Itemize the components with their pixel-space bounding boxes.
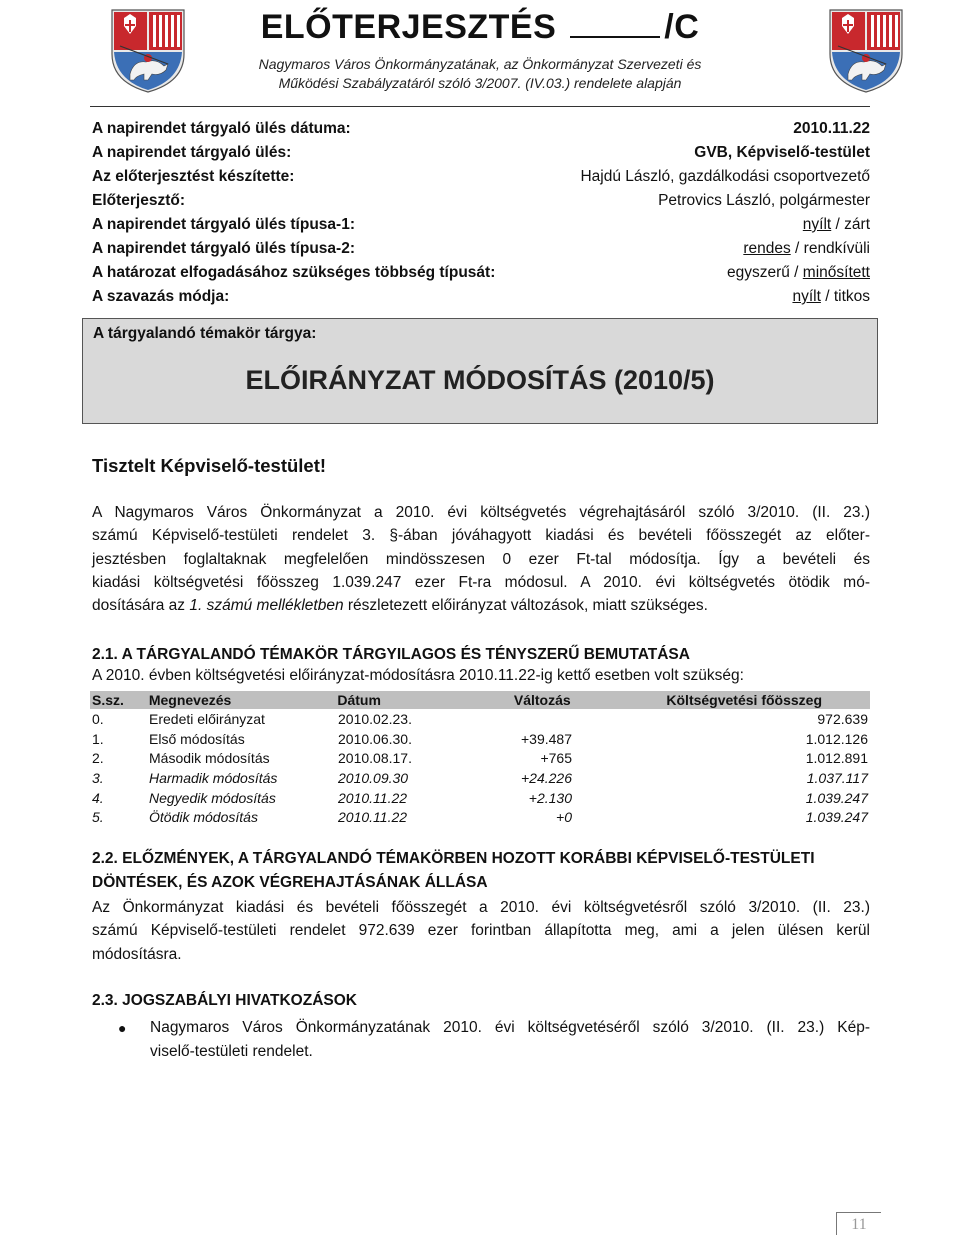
- paragraph-line: számú Képviselő-testületi rendelet 972.639 ezer forintban állapította meg, ami a jelen ülésen kerül: [92, 922, 870, 940]
- meta-option: zárt: [844, 216, 870, 233]
- meta-row-session: [92, 144, 870, 166]
- header-divider: [90, 106, 870, 107]
- table-cell: Ötödik módosítás: [149, 809, 258, 826]
- table-cell: 2010.06.30.: [338, 730, 412, 747]
- table-cell: +24.226: [521, 769, 572, 786]
- table-row: [90, 788, 870, 808]
- greeting: Tisztelt Képviselő-testület!: [92, 455, 327, 476]
- meta-label: A határozat elfogadásához szükséges többség típusát:: [92, 264, 496, 281]
- coat-of-arms-icon: [108, 6, 188, 94]
- table-cell: Harmadik módosítás: [149, 769, 278, 786]
- table-cell: 2010.09.30: [338, 769, 409, 786]
- modification-table: [90, 691, 870, 827]
- title-number-blank: [570, 10, 660, 38]
- meta-option-separator: /: [789, 264, 803, 281]
- topic-box: [82, 318, 878, 424]
- table-cell: 1.012.126: [805, 730, 868, 747]
- table-cell: 2.: [92, 750, 104, 767]
- crest-right: [826, 6, 906, 94]
- meta-option: rendkívüli: [803, 240, 870, 257]
- meta-value: Hajdú László, gazdálkodási csoportvezető: [580, 168, 870, 185]
- document-title: [200, 8, 760, 47]
- meta-options: [792, 288, 870, 306]
- page-number: 11: [836, 1212, 881, 1235]
- meta-value: 2010.11.22: [793, 120, 870, 137]
- meta-option-separator: /: [820, 288, 834, 305]
- list-item: [150, 1016, 870, 1064]
- meta-label: A napirendet tárgyaló ülés típusa-2:: [92, 240, 355, 257]
- meta-option-selected: rendes: [743, 240, 791, 257]
- table-cell: 2010.02.23.: [338, 710, 412, 727]
- table-cell: 2010.11.22: [338, 789, 408, 806]
- meta-option-selected: nyílt: [792, 288, 821, 305]
- text-run: részletezett előirányzat változások, miatt szükséges.: [343, 597, 708, 615]
- table-cell: 1.037.117: [806, 769, 868, 786]
- table-cell: 0.: [92, 710, 104, 727]
- column-header: Változás: [513, 692, 571, 708]
- intro-paragraph: [92, 501, 870, 617]
- table-cell: 1.039.247: [805, 789, 868, 806]
- meta-label: Előterjesztő:: [92, 192, 186, 209]
- topic-label: A tárgyalandó témakör tárgya:: [93, 325, 317, 342]
- paragraph-line: számú Képviselő-testületi rendelet 3. §-ában jóváhagyott kiadási és bevételi főösszegét az előter-: [92, 527, 870, 545]
- table-cell: Első módosítás: [149, 730, 245, 747]
- table-cell: +2.130: [528, 789, 572, 806]
- meta-value: GVB, Képviselő-testület: [694, 144, 870, 161]
- title-suffix: /C: [664, 8, 700, 46]
- meta-label: A napirendet tárgyaló ülés:: [92, 144, 292, 161]
- table-cell: +39.487: [521, 730, 572, 747]
- column-header: S.sz.: [92, 692, 124, 708]
- meta-row-type-2: [92, 240, 870, 262]
- paragraph-line: kiadási költségvetési főösszeg 1.039.247 ezer Ft-ra módosul. A 2010. évi költségvetés ötödik mó-: [92, 573, 870, 591]
- section-2-1-text: A 2010. évben költségvetési előirányzat-módosításra 2010.11.22-ig kettő esetben volt szükség:: [92, 667, 744, 684]
- meta-option: titkos: [833, 288, 870, 305]
- meta-row-voting: [92, 288, 870, 310]
- meta-label: Az előterjesztést készítette:: [92, 168, 295, 185]
- meta-option-selected: nyílt: [802, 216, 832, 233]
- table-cell: 1.012.891: [805, 750, 868, 767]
- table-cell: 3.: [92, 769, 104, 786]
- paragraph-line: Az Önkormányzat kiadási és bevételi főösszegét a 2010. évi költségvetésről szóló 3/2010. (II. 23.): [92, 899, 870, 916]
- header-subtitle-2: Működési Szabályzatáról szóló 3/2007. (IV.03.) rendelete alapján: [278, 75, 682, 91]
- table-cell: 5.: [92, 809, 104, 826]
- meta-options: [803, 216, 870, 234]
- table-cell: 2010.08.17.: [338, 750, 412, 767]
- column-header: Megnevezés: [148, 692, 232, 708]
- table-cell: Második módosítás: [149, 750, 270, 767]
- meta-value: Petrovics László, polgármester: [658, 192, 870, 209]
- meta-row-type-1: [92, 216, 870, 238]
- text-run: dosítására az: [92, 597, 190, 615]
- table-cell: 4.: [92, 789, 104, 806]
- section-2-1-heading: 2.1. A TÁRGYALANDÓ TÉMAKÖR TÁRGYILAGOS ÉS TÉNYSZERŰ BEMUTATÁSA: [92, 646, 690, 663]
- column-header: Dátum: [337, 692, 381, 708]
- table-row: [90, 768, 870, 788]
- topic-title: ELŐIRÁNYZAT MÓDOSÍTÁS (2010/5): [245, 365, 715, 395]
- meta-row-date: [92, 120, 870, 142]
- section-2-2-paragraph: [92, 896, 870, 966]
- paragraph-line: jesztésben foglaltaknak megfelelően mindösszesen 0 ezer Ft-tal módosítja. Így a bevételi és: [92, 550, 870, 568]
- table-row: [90, 709, 870, 729]
- table-cell: Eredeti előirányzat: [149, 710, 265, 727]
- table-cell: 2010.11.22: [338, 809, 408, 826]
- table-cell: Negyedik módosítás: [149, 789, 276, 806]
- meta-row-presenter: [92, 192, 870, 214]
- section-2-3-heading: 2.3. JOGSZABÁLYI HIVATKOZÁSOK: [92, 992, 357, 1009]
- paragraph-line: A Nagymaros Város Önkormányzat a 2010. évi költségvetés végrehajtásáról szóló 3/2010. (II. 23.): [92, 504, 870, 521]
- table-cell: +0: [556, 809, 572, 826]
- meta-option: egyszerű: [726, 264, 790, 281]
- meta-option-separator: /: [831, 216, 845, 233]
- list-item-line: Nagymaros Város Önkormányzatának 2010. évi költségvetéséről szóló 3/2010. (II. 23.) Kép-: [150, 1019, 870, 1036]
- heading-line: 2.2. ELŐZMÉNYEK, A TÁRGYALANDÓ TÉMAKÖRBEN HOZOTT KORÁBBI KÉPVISELŐ-TESTÜLETI: [92, 850, 815, 867]
- meta-label: A napirendet tárgyaló ülés dátuma:: [92, 120, 351, 137]
- title-prefix: ELŐTERJESZTÉS: [260, 8, 557, 46]
- table-cell: 972.639: [817, 710, 868, 727]
- paragraph-line: módosításra.: [92, 945, 182, 963]
- meta-options: [743, 240, 870, 258]
- meta-option-separator: /: [790, 240, 804, 257]
- table-cell: +765: [540, 750, 572, 767]
- table-header-row: [90, 691, 870, 709]
- table-row: [90, 748, 870, 768]
- meta-options: [727, 264, 870, 282]
- crest-left: [108, 6, 188, 94]
- table-cell: 1.039.247: [805, 809, 868, 826]
- table-cell: 1.: [92, 730, 104, 747]
- meta-row-majority: [92, 264, 870, 286]
- table-row: [90, 807, 870, 827]
- bullet-icon: ●: [118, 1020, 127, 1036]
- meta-row-author: [92, 168, 870, 190]
- column-header: Költségvetési főösszeg: [666, 692, 822, 708]
- table-row: [90, 729, 870, 749]
- section-2-2-heading: [92, 847, 870, 895]
- coat-of-arms-icon: [826, 6, 906, 94]
- paragraph-line: [92, 594, 870, 617]
- list-item-line: viselő-testületi rendelet.: [150, 1043, 313, 1060]
- attachment-reference: 1. számú mellékletben: [189, 597, 344, 615]
- header-subtitle-1: Nagymaros Város Önkormányzatának, az Önkormányzat Szervezeti és: [258, 56, 702, 72]
- heading-line: DÖNTÉSEK, ÉS AZOK VÉGREHAJTÁSÁNAK ÁLLÁSA: [92, 874, 488, 891]
- meta-option-selected: minősített: [802, 264, 870, 281]
- meta-label: A napirendet tárgyaló ülés típusa-1:: [92, 216, 355, 233]
- meta-label: A szavazás módja:: [92, 288, 230, 305]
